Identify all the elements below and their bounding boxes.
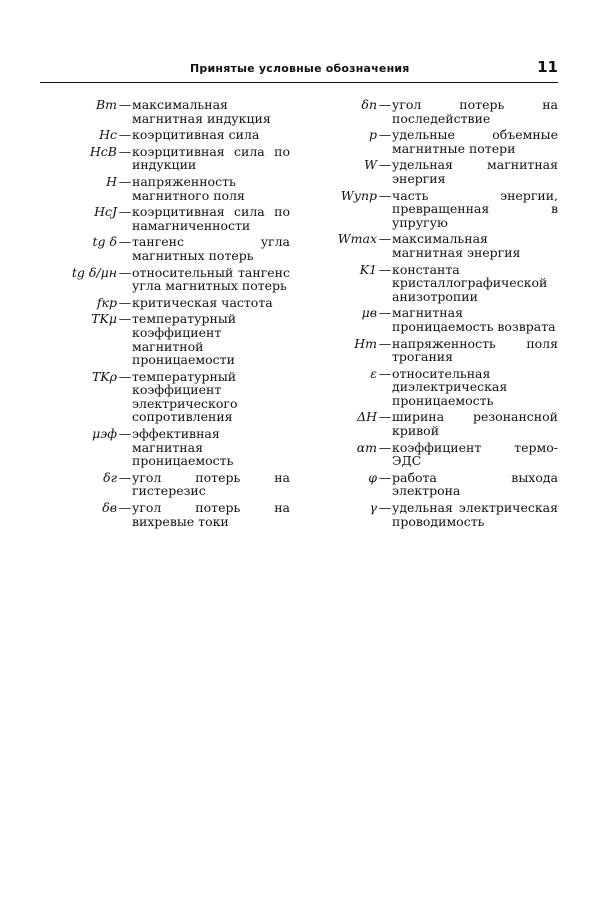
notation-dash: — xyxy=(118,368,132,384)
notation-dash: — xyxy=(118,97,132,112)
notation-definition: температурный коэффициент магнитной проницаемости xyxy=(132,311,237,368)
notation-entry xyxy=(40,471,290,498)
notation-definition: коэрцитивная сила xyxy=(132,127,260,143)
notation-dash: — xyxy=(378,365,392,381)
notation-dash: — xyxy=(378,305,392,321)
notation-symbol: ε xyxy=(370,365,377,381)
notation-definition: угол потерь на вихревые токи xyxy=(132,500,290,529)
notation-dash: — xyxy=(118,311,132,327)
notation-dash: — xyxy=(118,426,132,442)
notation-entry xyxy=(40,175,290,202)
notation-entry xyxy=(308,189,558,230)
notation-dash: — xyxy=(118,469,132,485)
notation-entry xyxy=(40,98,290,125)
notation-symbol: TKρ xyxy=(91,368,117,384)
notation-symbol: αт xyxy=(356,439,377,455)
notation-symbol: ΔH xyxy=(357,409,377,425)
notation-symbol: γ xyxy=(369,500,377,516)
notation-symbol: W xyxy=(364,157,377,173)
notation-symbol: tg δ/μн xyxy=(71,264,117,280)
page-header xyxy=(40,58,558,82)
notation-entry xyxy=(40,205,290,232)
notation-entry xyxy=(40,312,290,366)
notation-entry xyxy=(40,266,290,293)
notation-dash: — xyxy=(378,127,392,143)
notation-entry xyxy=(40,296,290,310)
notation-dash: — xyxy=(118,204,132,220)
notation-dash: — xyxy=(378,261,392,277)
notation-entry xyxy=(308,441,558,468)
notation-dash: — xyxy=(378,469,392,485)
notation-entry xyxy=(308,471,558,498)
notation-definition: относительный тангенс угла магнитных потерь xyxy=(132,264,290,294)
notation-symbol: μв xyxy=(361,305,377,321)
notation-symbol: Hт xyxy=(354,335,377,351)
notation-dash: — xyxy=(378,409,392,425)
notation-dash: — xyxy=(378,500,392,516)
notation-dash: — xyxy=(118,173,132,189)
left-notation-column xyxy=(40,98,290,531)
notation-dash: — xyxy=(378,335,392,351)
notation-symbol: fкр xyxy=(96,294,117,310)
running-title: Принятые условные обозначения xyxy=(190,62,410,75)
notation-symbol: Wmax xyxy=(337,231,377,247)
notation-entry xyxy=(308,367,558,408)
notation-symbol: tg δ xyxy=(92,234,117,250)
notation-definition: удельные объемные магнитные потери xyxy=(392,127,558,156)
notation-definition: максимальная магнитная индукция xyxy=(132,97,271,126)
notation-definition: угол потерь на гистерезис xyxy=(132,469,290,499)
notation-definition: коэрцитивная сила по намагниченности xyxy=(132,204,290,233)
notation-symbol: Wупр xyxy=(340,187,377,203)
notation-entry xyxy=(308,232,558,259)
notation-definition: критическая частота xyxy=(132,294,273,310)
notation-definition: магнитная проницаемость возврата xyxy=(392,305,556,334)
notation-definition: константа кристаллографической анизотропии xyxy=(392,261,548,304)
notation-symbol: TKμ xyxy=(91,311,117,327)
notation-symbol: HcB xyxy=(89,143,117,159)
notation-definition: коэффициент термо-ЭДС xyxy=(392,439,558,469)
notation-symbol: Bm xyxy=(95,97,117,112)
notation-definition: максимальная магнитная энергия xyxy=(392,231,521,260)
notation-entry xyxy=(40,501,290,528)
notation-dash: — xyxy=(378,97,392,112)
notation-definition: относительная диэлектрическая проницаемость xyxy=(392,365,508,408)
notation-dash: — xyxy=(118,127,132,143)
notation-dash: — xyxy=(378,187,392,203)
notation-symbol: δв xyxy=(102,500,117,516)
notation-entry xyxy=(40,370,290,424)
notation-definition: угол потерь на последействие xyxy=(392,97,558,126)
notation-symbol: HcJ xyxy=(94,204,117,220)
notation-definition: удельная магнитная энергия xyxy=(392,157,558,186)
notation-dash: — xyxy=(118,294,132,310)
notation-entry xyxy=(308,98,558,125)
notation-entry xyxy=(308,128,558,155)
notation-dash: — xyxy=(118,234,132,250)
notation-symbol: δп xyxy=(361,97,377,112)
notation-definition: тангенс угла магнитных потерь xyxy=(132,234,290,263)
notation-entry xyxy=(308,337,558,364)
notation-symbol: H xyxy=(106,173,117,189)
notation-entry xyxy=(40,235,290,262)
notation-entry xyxy=(308,501,558,528)
header-rule xyxy=(40,82,558,83)
notation-definition: эффективная магнитная проницаемость xyxy=(132,426,234,469)
page-number: 11 xyxy=(537,58,558,76)
notation-entry xyxy=(308,158,558,185)
notation-definition: коэрцитивная сила по индукции xyxy=(132,143,290,173)
notation-dash: — xyxy=(378,439,392,455)
notation-definition: удельная электрическая проводимость xyxy=(392,500,558,529)
notation-dash: — xyxy=(378,231,392,247)
notation-symbol: μэф xyxy=(92,426,117,442)
notation-entry xyxy=(308,410,558,437)
notation-dash: — xyxy=(118,143,132,159)
notation-entry xyxy=(40,145,290,172)
notation-symbol: Hc xyxy=(99,127,117,143)
notation-dash: — xyxy=(118,264,132,280)
notation-entry xyxy=(308,306,558,333)
notation-definition: напряженность поля трогания xyxy=(392,335,558,365)
notation-symbol: φ xyxy=(368,469,377,485)
notation-symbol: δг xyxy=(103,469,117,485)
notation-symbol: K1 xyxy=(359,261,377,277)
notation-definition: работа выхода электрона xyxy=(392,469,558,499)
notation-definition: напряженность магнитного поля xyxy=(132,173,245,203)
notation-definition: температурный коэффициент электрического сопротивления xyxy=(132,368,238,425)
notation-entry xyxy=(40,128,290,142)
notation-dash: — xyxy=(118,500,132,516)
notation-definition: ширина резонансной кривой xyxy=(392,409,558,439)
notation-definition: часть энергии, превращенная в упругую xyxy=(392,187,558,230)
notation-dash: — xyxy=(378,157,392,173)
notation-entry xyxy=(308,263,558,304)
notation-entry xyxy=(40,427,290,468)
right-notation-column xyxy=(308,98,558,531)
notation-symbol: p xyxy=(368,127,377,143)
